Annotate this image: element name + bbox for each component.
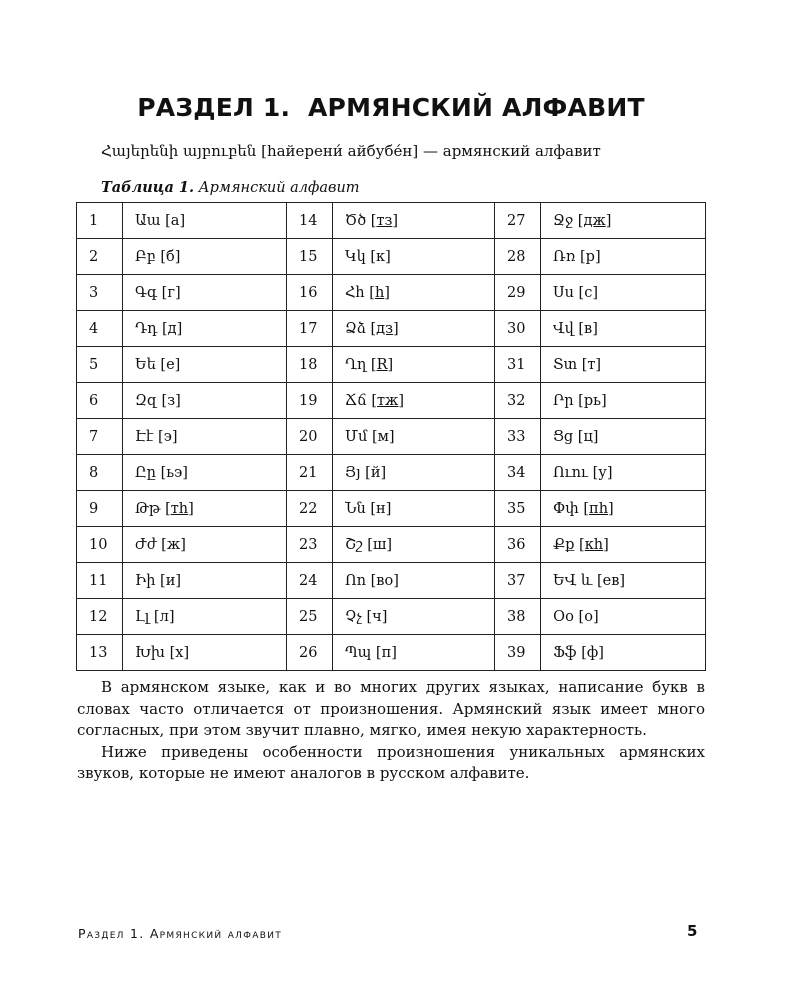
- letter-cell: Պպ [п]: [333, 635, 495, 671]
- armenian-letter: Ուու: [553, 464, 589, 481]
- letter-cell: Ժժ [ж]: [123, 527, 287, 563]
- letter-cell: Օօ [о]: [541, 599, 706, 635]
- armenian-letter: Փփ: [553, 500, 579, 517]
- armenian-letter: Մմ: [345, 428, 368, 445]
- transliteration: и: [165, 572, 176, 589]
- letter-number: 13: [77, 635, 123, 671]
- armenian-letter: Դդ: [135, 320, 158, 337]
- transliteration: у: [598, 464, 607, 481]
- armenian-letter: Եե: [135, 356, 156, 373]
- armenian-letter: Ռռ: [553, 248, 576, 265]
- armenian-letter: Տտ: [553, 356, 578, 373]
- table-row: [77, 275, 706, 311]
- armenian-letter: Նն: [345, 500, 366, 517]
- armenian-letter: Կկ: [345, 248, 366, 265]
- letter-cell: Ձձ [дз]: [333, 311, 495, 347]
- letter-number: 1: [77, 203, 123, 239]
- transliteration: в: [584, 320, 593, 337]
- transliteration: дз: [376, 320, 394, 337]
- transliteration: ч: [372, 608, 382, 625]
- transliteration: т: [587, 356, 596, 373]
- letter-number: 10: [77, 527, 123, 563]
- armenian-letter: Ժժ: [135, 536, 157, 553]
- armenian-letter: Ոո: [345, 572, 366, 589]
- letter-number: 24: [287, 563, 333, 599]
- letter-number: 25: [287, 599, 333, 635]
- armenian-letter: Թթ: [135, 500, 161, 517]
- table-row: [77, 347, 706, 383]
- letter-cell: Էէ [э]: [123, 419, 287, 455]
- transliteration: г: [167, 284, 175, 301]
- transliteration: дж: [583, 212, 606, 229]
- letter-cell: Սս [с]: [541, 275, 706, 311]
- letter-cell: Ոո [во]: [333, 563, 495, 599]
- letter-number: 12: [77, 599, 123, 635]
- table-row: [77, 563, 706, 599]
- paragraph: Ниже приведены особенности произношения уникальных армянских звуков, которые не имеют аналогов в русском алфавите.: [77, 742, 705, 782]
- letter-number: 36: [495, 527, 541, 563]
- transliteration: ш: [372, 536, 387, 553]
- page-number: 5: [687, 922, 698, 940]
- transliteration: д: [167, 320, 177, 337]
- letter-number: 33: [495, 419, 541, 455]
- letter-number: 22: [287, 491, 333, 527]
- letter-number: 8: [77, 455, 123, 491]
- transliteration: кh: [584, 536, 604, 553]
- armenian-letter: Ղղ: [345, 356, 367, 373]
- transliteration: а: [170, 212, 180, 229]
- armenian-letter: Խխ: [135, 644, 166, 661]
- letter-cell: Իի [и]: [123, 563, 287, 599]
- body-text: [77, 677, 705, 785]
- transliteration: б: [166, 248, 175, 265]
- letter-number: 4: [77, 311, 123, 347]
- letter-cell: Զզ [з]: [123, 383, 287, 419]
- table-caption-text: Армянский алфавит: [194, 180, 360, 196]
- armenian-letter: Սս: [553, 284, 574, 301]
- transliteration: э: [163, 428, 172, 445]
- transliteration: р: [585, 248, 595, 265]
- armenian-letter: Իի: [135, 572, 156, 589]
- letter-cell: Խխ [х]: [123, 635, 287, 671]
- letter-number: 37: [495, 563, 541, 599]
- page-title: РАЗДЕЛ 1. АРМЯНСКИЙ АЛФАВИТ: [137, 92, 645, 122]
- letter-cell: Քք [кh]: [541, 527, 706, 563]
- intro-line: Հայերենի այբուբեն [hайерени́ айбубе́н] — армянский алфавит: [101, 142, 601, 160]
- armenian-letter: Ճճ: [345, 392, 367, 409]
- letter-cell: Բբ [б]: [123, 239, 287, 275]
- letter-cell: Ճճ [тж]: [333, 383, 495, 419]
- letter-number: 29: [495, 275, 541, 311]
- letter-number: 14: [287, 203, 333, 239]
- transliteration: м: [377, 428, 389, 445]
- letter-cell: Եե [е]: [123, 347, 287, 383]
- armenian-letter: Ըը: [135, 464, 156, 481]
- transliteration: н: [376, 500, 386, 517]
- letter-number: 38: [495, 599, 541, 635]
- letter-number: 16: [287, 275, 333, 311]
- running-footer-title: Раздел 1. Армянский алфавит: [78, 926, 283, 941]
- letter-number: 30: [495, 311, 541, 347]
- armenian-letter: Ֆֆ: [553, 644, 577, 661]
- alphabet-table-body: [77, 203, 706, 671]
- table-row: [77, 635, 706, 671]
- letter-cell: Րր [рь]: [541, 383, 706, 419]
- letter-cell: Վվ [в]: [541, 311, 706, 347]
- letter-cell: Չչ [ч]: [333, 599, 495, 635]
- transliteration: к: [376, 248, 386, 265]
- letter-cell: Ջջ [дж]: [541, 203, 706, 239]
- transliteration: пh: [589, 500, 609, 517]
- transliteration: л: [159, 608, 169, 625]
- transliteration: с: [584, 284, 593, 301]
- letter-cell: Թթ [тh]: [123, 491, 287, 527]
- letter-cell: Փփ [пh]: [541, 491, 706, 527]
- letter-cell: ԵՎ և [ев]: [541, 563, 706, 599]
- armenian-letter: ԵՎ և: [553, 572, 593, 589]
- letter-cell: Ուու [у]: [541, 455, 706, 491]
- transliteration: е: [166, 356, 175, 373]
- letter-cell: Շշ [ш]: [333, 527, 495, 563]
- letter-cell: Ըը [ьэ]: [123, 455, 287, 491]
- armenian-letter: Գգ: [135, 284, 158, 301]
- letter-cell: Տտ [т]: [541, 347, 706, 383]
- letter-number: 15: [287, 239, 333, 275]
- armenian-letter: Ցց: [553, 428, 574, 445]
- letter-number: 31: [495, 347, 541, 383]
- armenian-letter: Յյ: [345, 464, 361, 481]
- letter-number: 20: [287, 419, 333, 455]
- armenian-letter: Բբ: [135, 248, 156, 265]
- letter-number: 9: [77, 491, 123, 527]
- armenian-letter: Պպ: [345, 644, 372, 661]
- letter-cell: Լլ [л]: [123, 599, 287, 635]
- armenian-letter: Րր: [553, 392, 574, 409]
- table-row: [77, 599, 706, 635]
- armenian-letter: Ձձ: [345, 320, 366, 337]
- letter-number: 18: [287, 347, 333, 383]
- letter-cell: Մմ [м]: [333, 419, 495, 455]
- armenian-letter: Զզ: [135, 392, 157, 409]
- letter-number: 21: [287, 455, 333, 491]
- armenian-letter: Լլ: [135, 608, 150, 625]
- letter-cell: Կկ [к]: [333, 239, 495, 275]
- letter-number: 23: [287, 527, 333, 563]
- table-row: [77, 527, 706, 563]
- letter-number: 6: [77, 383, 123, 419]
- letter-cell: Գգ [г]: [123, 275, 287, 311]
- letter-number: 11: [77, 563, 123, 599]
- transliteration: ф: [586, 644, 599, 661]
- transliteration: тз: [376, 212, 393, 229]
- letter-number: 32: [495, 383, 541, 419]
- letter-cell: Դդ [д]: [123, 311, 287, 347]
- armenian-letter: Ջջ: [553, 212, 574, 229]
- letter-number: 2: [77, 239, 123, 275]
- letter-number: 5: [77, 347, 123, 383]
- armenian-letter: Չչ: [345, 608, 362, 625]
- table-row: [77, 455, 706, 491]
- letter-number: 35: [495, 491, 541, 527]
- table-row: [77, 491, 706, 527]
- letter-number: 26: [287, 635, 333, 671]
- transliteration: х: [175, 644, 184, 661]
- transliteration: ж: [166, 536, 181, 553]
- transliteration: рь: [583, 392, 602, 409]
- letter-cell: Աա [а]: [123, 203, 287, 239]
- paragraph: В армянском языке, как и во многих других языках, написание букв в словах часто отличается от произношения. Армянский язык имеет много согласных, при этом звучит плавно, мягко, имея некую характерность.: [77, 678, 705, 739]
- letter-number: 7: [77, 419, 123, 455]
- letter-cell: Ֆֆ [ф]: [541, 635, 706, 671]
- armenian-letter: Շշ: [345, 536, 363, 553]
- letter-number: 3: [77, 275, 123, 311]
- letter-cell: Նն [н]: [333, 491, 495, 527]
- armenian-letter: Ծծ: [345, 212, 367, 229]
- table-row: [77, 383, 706, 419]
- transliteration: ц: [583, 428, 593, 445]
- table-caption: [101, 179, 360, 196]
- armenian-letter: Էէ: [135, 428, 154, 445]
- letter-cell: Ռռ [р]: [541, 239, 706, 275]
- table-row: [77, 203, 706, 239]
- transliteration: во: [376, 572, 394, 589]
- transliteration: ьэ: [166, 464, 183, 481]
- letter-cell: Յյ [й]: [333, 455, 495, 491]
- letter-cell: Ցց [ц]: [541, 419, 706, 455]
- letter-cell: Ծծ [тз]: [333, 203, 495, 239]
- transliteration: R: [376, 356, 388, 373]
- table-row: [77, 239, 706, 275]
- transliteration: ев: [602, 572, 620, 589]
- armenian-letter: Աա: [135, 212, 161, 229]
- letter-number: 19: [287, 383, 333, 419]
- transliteration: тж: [377, 392, 399, 409]
- letter-cell: Հհ [h]: [333, 275, 495, 311]
- transliteration: h: [374, 284, 385, 301]
- armenian-letter: Հհ: [345, 284, 365, 301]
- letter-number: 28: [495, 239, 541, 275]
- letter-cell: Ղղ [R]: [333, 347, 495, 383]
- armenian-letter: Օօ: [553, 608, 574, 625]
- transliteration: з: [167, 392, 176, 409]
- table-row: [77, 311, 706, 347]
- letter-number: 27: [495, 203, 541, 239]
- transliteration: тh: [170, 500, 189, 517]
- table-caption-label: Таблица 1.: [101, 179, 195, 196]
- table-row: [77, 419, 706, 455]
- letter-number: 34: [495, 455, 541, 491]
- letter-number: 17: [287, 311, 333, 347]
- transliteration: о: [584, 608, 593, 625]
- letter-number: 39: [495, 635, 541, 671]
- transliteration: й: [370, 464, 381, 481]
- armenian-letter: Վվ: [553, 320, 574, 337]
- alphabet-table: [76, 202, 706, 671]
- transliteration: п: [381, 644, 392, 661]
- armenian-letter: Քք: [553, 536, 575, 553]
